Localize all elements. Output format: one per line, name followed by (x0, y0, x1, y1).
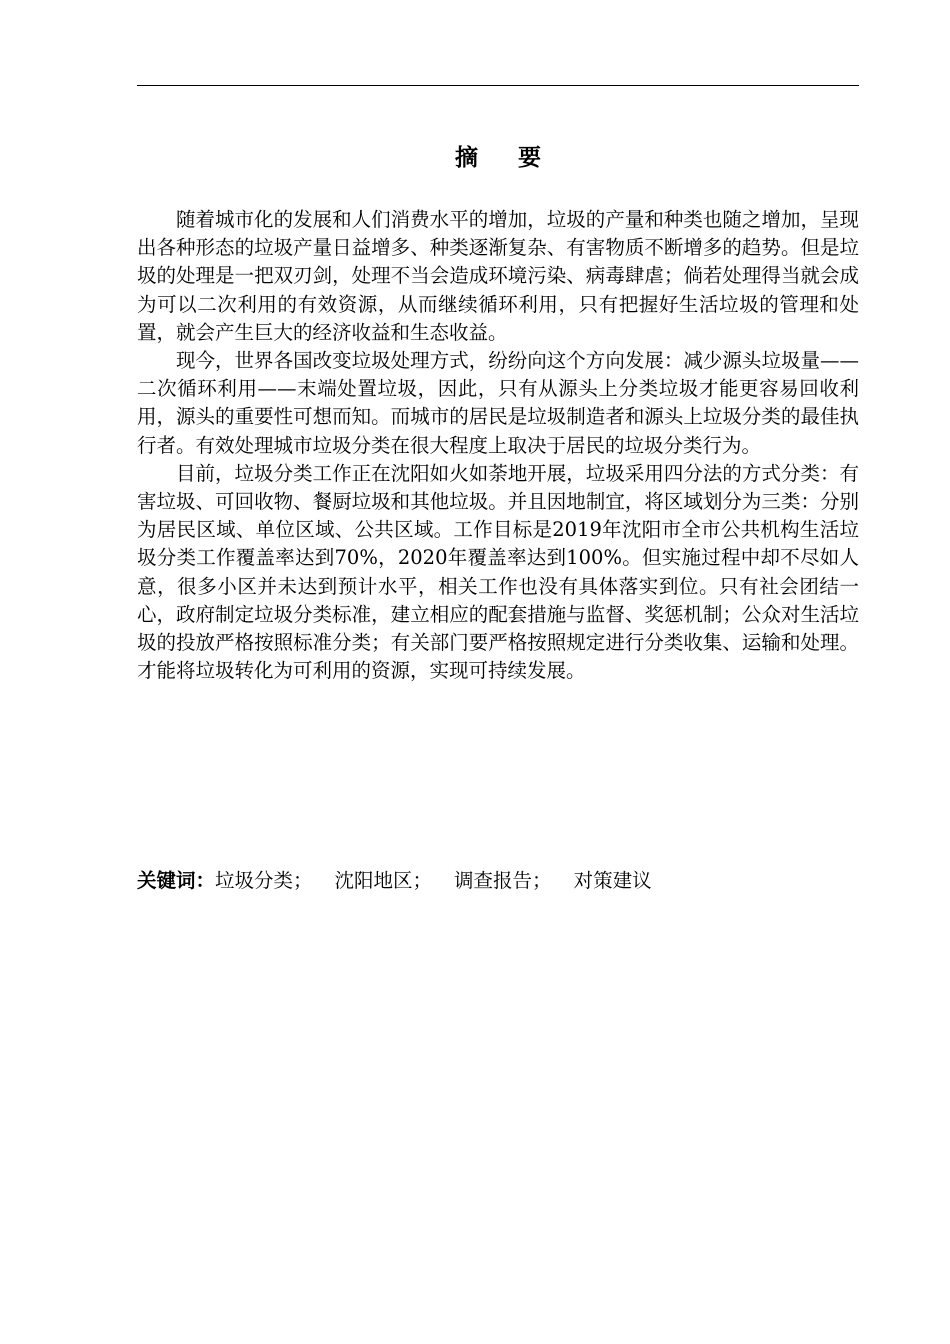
keyword-item: 沈阳地区； (334, 869, 433, 892)
paragraph-2: 现今，世界各国改变垃圾处理方式，纷纷向这个方向发展：减少源头垃圾量——二次循环利用——末端处置垃圾，因此，只有从源头上分类垃圾才能更容易回收利用，源头的重要性可想而知。而城市的居民是垃圾制造者和源头上垃圾分类的最佳执行者。有效处理城市垃圾分类在很大程度上取决于居民的垃圾分类行为。 (137, 349, 859, 457)
abstract-body (137, 206, 859, 685)
abstract-title (137, 141, 859, 175)
keywords-label: 关键词： (137, 869, 216, 892)
title-char-1: 摘 (455, 145, 478, 171)
paragraph-3: 目前，垃圾分类工作正在沈阳如火如荼地开展，垃圾采用四分法的方式分类：有害垃圾、可回收物、餐厨垃圾和其他垃圾。并且因地制宜，将区域划分为三类：分别为居民区域、单位区域、公共区域。工作目标是2019年沈阳市全市公共机构生活垃圾分类工作覆盖率达到70%，2020年覆盖率达到100%。但实施过程中却不尽如人意，很多小区并未达到预计水平，相关工作也没有具体落实到位。只有社会团结一心，政府制定垃圾分类标准，建立相应的配套措施与监督、奖惩机制；公众对生活垃圾的投放严格按照标准分类；有关部门要严格按照规定进行分类收集、运输和处理。才能将垃圾转化为可利用的资源，实现可持续发展。 (137, 461, 859, 683)
paragraph-1: 随着城市化的发展和人们消费水平的增加，垃圾的产量和种类也随之增加，呈现出各种形态的垃圾产量日益增多、种类逐渐复杂、有害物质不断增多的趋势。但是垃圾的处理是一把双刃剑，处理不当会造成环境污染、病毒肆虐；倘若处理得当就会成为可以二次利用的有效资源，从而继续循环利用，只有把握好生活垃圾的管理和处置，就会产生巨大的经济收益和生态收益。 (137, 208, 859, 344)
header-rule (137, 85, 859, 86)
title-char-2: 要 (518, 145, 541, 171)
keyword-item: 调查报告； (454, 869, 552, 892)
keywords-line (137, 867, 859, 895)
keyword-item: 对策建议 (573, 869, 652, 892)
keyword-item: 垃圾分类； (215, 869, 313, 892)
